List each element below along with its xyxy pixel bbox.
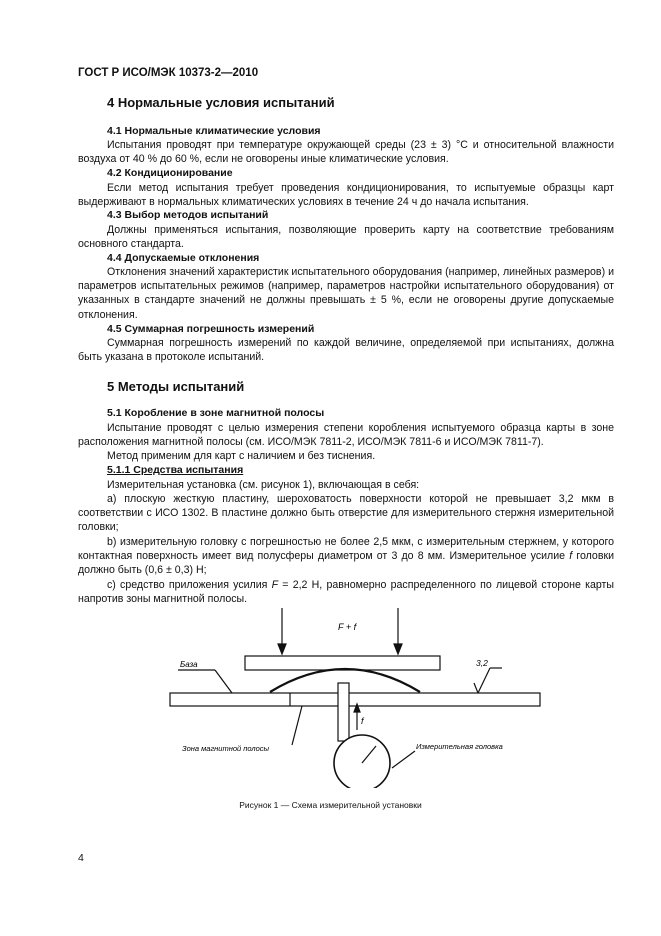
section-5-1-text: Испытание проводят с целью измерения степени коробления испытуемого образца карты в зоне расположения магнитной полосы (см. ИСО/МЭК 7811-2, ИСО/МЭК 7811-6 и ИСО/МЭК 7811-7). bbox=[78, 422, 614, 449]
zone-label: Зона магнитной полосы bbox=[182, 744, 270, 753]
base-leader bbox=[215, 670, 232, 693]
base-label: База bbox=[180, 660, 198, 669]
zone-leader bbox=[292, 706, 302, 745]
f-label: f bbox=[361, 716, 364, 726]
roughness-mark-left bbox=[474, 683, 478, 693]
section-4-1-text: Испытания проводят при температуре окружающей среды (23 ± 3) °С и относительной влажности воздуха от 40 % до 60 %, если не оговорены иные климатические условия. bbox=[78, 139, 614, 166]
section-4-2-text: Если метод испытания требует проведения кондиционирования, то испытуемые образцы карт выдерживают в нормальных климатических условиях в течение 24 ч до начала испытания. bbox=[78, 182, 614, 209]
roughness-mark-right bbox=[478, 668, 490, 693]
force-label: F + f bbox=[338, 622, 357, 632]
section-4-3-text: Должны применяться испытания, позволяющие проверить карту на соответствие требованиям основного стандарта. bbox=[78, 224, 614, 251]
section-5-1-1-intro: Измерительная установка (см. рисунок 1), включающая в себя: bbox=[107, 479, 420, 491]
section-4-5-text: Суммарная погрешность измерений по каждой величине, определяемой при испытаниях, должна быть указана в протоколе испытаний. bbox=[78, 337, 614, 364]
section-4-3-title: 4.3 Выбор методов испытаний bbox=[107, 209, 269, 221]
section-4-1-title: 4.1 Нормальные климатические условия bbox=[107, 125, 321, 137]
list-item-c: с) средство приложения усилия F = 2,2 Н, равномерно распределенного по лицевой стороне карты напротив зоны магнитной полосы. bbox=[78, 579, 614, 606]
figure-caption: Рисунок 1 — Схема измерительной установки bbox=[239, 800, 422, 810]
pressure-plate bbox=[245, 656, 440, 670]
list-item-b: b) измерительную головку с погрешностью не более 2,5 мкм, с измерительным стержнем, у которого контактная поверхность имеет вид полусферы диаметром от 3 до 8 мм. Измерительное усилие f головки должно быть (0,6 ± 0,3) Н; bbox=[78, 536, 614, 577]
base-plate bbox=[170, 693, 540, 706]
section-4-title: 4 Нормальные условия испытаний bbox=[107, 95, 335, 110]
head-label: Измерительная головка bbox=[416, 742, 503, 751]
force-arrowhead-left bbox=[278, 644, 286, 654]
section-5-title: 5 Методы испытаний bbox=[107, 379, 245, 394]
section-4-2-title: 4.2 Кондиционирование bbox=[107, 167, 233, 179]
force-arrowhead-right bbox=[394, 644, 402, 654]
list-item-a: а) плоскую жесткую пластину, шероховатость поверхности которой не превышает 3,2 мкм в соответствии с ИСО 1302. В пластине должно быть отверстие для измерительного стержня измерительной головки; bbox=[78, 493, 614, 534]
figure-1-diagram bbox=[160, 608, 560, 788]
measuring-head-dial bbox=[334, 735, 390, 788]
head-leader bbox=[392, 751, 415, 768]
section-5-1-1-title: 5.1.1 Средства испытания bbox=[107, 464, 244, 476]
page-number: 4 bbox=[78, 852, 84, 864]
measuring-rod bbox=[338, 683, 349, 741]
section-5-1-text-2: Метод применим для карт с наличием и без тиснения. bbox=[107, 450, 376, 462]
standard-header: ГОСТ Р ИСО/МЭК 10373-2—2010 bbox=[78, 67, 259, 79]
section-5-1-title: 5.1 Коробление в зоне магнитной полосы bbox=[107, 407, 325, 419]
f-arrowhead bbox=[354, 704, 360, 712]
section-4-4-title: 4.4 Допускаемые отклонения bbox=[107, 252, 260, 264]
section-4-5-title: 4.5 Суммарная погрешность измерений bbox=[107, 323, 315, 335]
section-4-4-text: Отклонения значений характеристик испытательного оборудования (например, линейных размеров) и параметров испытательных режимов (например, параметров настройки испытательного оборудования) от указанных в стандарте значений не должны превышать ± 5 %, если не оговорены другие допускаемые отклонения. bbox=[78, 266, 614, 321]
roughness-label: 3,2 bbox=[476, 658, 488, 668]
